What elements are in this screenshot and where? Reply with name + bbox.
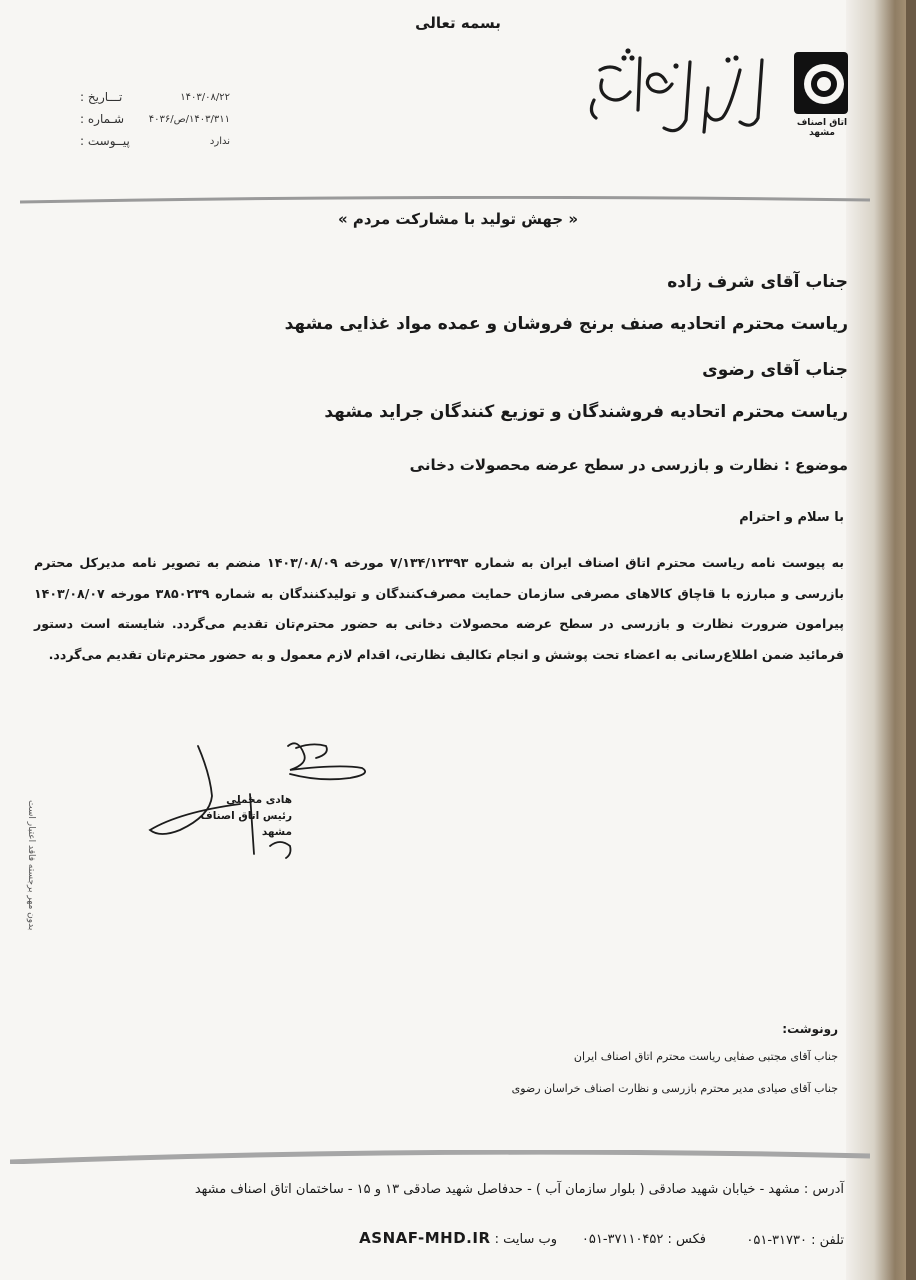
header-divider — [20, 196, 870, 204]
date-value: ۱۴۰۳/۰۸/۲۲ — [180, 91, 230, 103]
footer-address: آدرس : مشهد - خیابان شهید صادقی ( بلوار سازمان آب ) - حدفاصل شهید صادقی ۱۳ و ۱۵ - ساختمان اتاق اصناف مشهد — [194, 1182, 844, 1197]
cc-item-2: جناب آقای صیادی مدیر محترم بازرسی و نظارت اصناف خراسان رضوی — [511, 1082, 838, 1095]
number-label: شـماره : — [80, 112, 125, 126]
date-row — [80, 86, 230, 108]
bismillah: بسمه تعالی — [415, 14, 501, 32]
attachment-row — [80, 130, 230, 152]
recipient-line-1: جناب آقای شرف زاده — [667, 272, 848, 292]
cc-item-1: جناب آقای مجتبی صفایی ریاست محترم اتاق اصناف ایران — [573, 1050, 838, 1063]
org-emblem-icon — [790, 48, 852, 118]
letter-body: به پیوست نامه ریاست محترم اتاق اصناف ایران به شماره ۷/۱۳۴/۱۲۳۹۳ مورخه ۱۴۰۳/۰۸/۰۹ منضم به تصویر نامه مدیرکل محترم بازرسی و مبارزه با قاچاق کالاهای مصرفی سازمان حمایت مصرف‌کنندگان و تولیدکنندگان به شماره ۳۸۵۰۲۳۹ مورخه ۱۴۰۳/۰۸/۰۷ پیرامون ضرورت نظارت و بازرسی در سطح عرضه محصولات دخانی به حضور محترم‌تان تقدیم می‌گردد. شایسته است دستور فرمائید ضمن اطلاع‌رسانی به اعضاء تحت پوشش و انجام تکالیف نظارتی، اقدام لازم معمول و به حضور محترم‌تان تقدیم می‌گردد. — [34, 555, 844, 662]
paper-edge-dark — [906, 0, 916, 1280]
recipient-line-2: ریاست محترم اتحادیه صنف برنج فروشان و عمده مواد غذایی مشهد — [284, 314, 848, 334]
website-link[interactable]: ASNAF-MHD.IR — [359, 1229, 491, 1247]
footer-phone: تلفن : ۳۱۷۳۰-۰۵۱ — [746, 1233, 844, 1248]
number-row — [80, 108, 230, 130]
signer-name: هادی مخملی — [226, 794, 292, 806]
signer-block — [192, 792, 292, 840]
recipient-line-3: جناب آقای رضوی — [702, 360, 848, 380]
footer-fax: فکس : ۳۷۱۱۰۴۵۲-۰۵۱ — [581, 1232, 706, 1247]
letter-subject: موضوع : نظارت و بازرسی در سطح عرضه محصولات دخانی — [409, 456, 848, 474]
footer-divider — [10, 1150, 870, 1164]
org-calligraphy-logo — [580, 40, 770, 150]
cc-title: رونوشت: — [782, 1022, 838, 1036]
letter-meta — [80, 86, 230, 152]
greeting: با سلام و احترام — [739, 510, 844, 525]
side-note: بدون مهر برجسته فاقد اعتبار است — [26, 799, 36, 930]
attachment-label: پیــوست : — [80, 134, 130, 148]
number-value: ۱۴۰۳/۳۱۱/ص/۴۰۳۶ — [148, 113, 230, 125]
org-logo-caption: اتاق اصناف مشهد — [796, 118, 848, 138]
recipient-line-4: ریاست محترم اتحادیه فروشندگان و توزیع کنندگان جراید مشهد — [324, 402, 848, 422]
date-label: تـــاریخ : — [80, 90, 123, 104]
footer-contact — [186, 1229, 706, 1247]
signer-title: رئیس اتاق اصناف مشهد — [200, 810, 292, 838]
website-label: وب سایت : — [494, 1232, 558, 1247]
attachment-value: ندارد — [209, 135, 230, 147]
slogan: « جهش تولید با مشارکت مردم » — [337, 210, 579, 228]
